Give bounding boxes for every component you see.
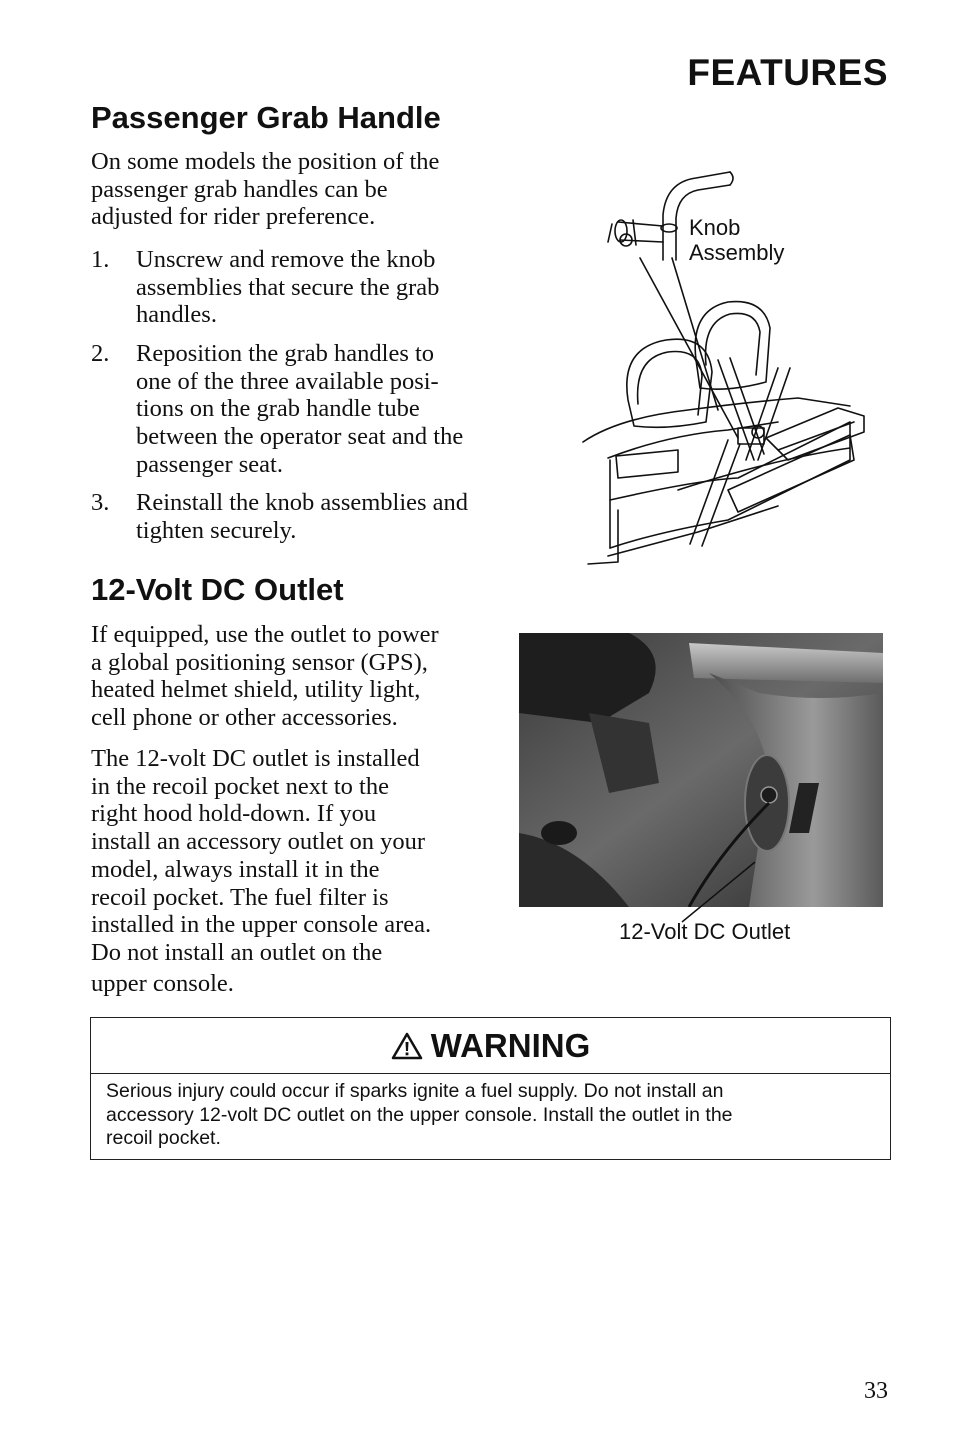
step-line: Reinstall the knob assemblies and — [136, 489, 469, 516]
dc-outlet-caption: 12-Volt DC Outlet — [619, 919, 791, 944]
warning-box — [90, 1017, 891, 1160]
step-1 — [91, 246, 521, 329]
para-line: The 12-volt DC outlet is installed — [91, 745, 420, 772]
warning-triangle-icon — [391, 1032, 423, 1060]
step-line: tions on the grab handle tube — [136, 395, 420, 423]
page-number: 33 — [864, 1378, 888, 1404]
para-line: Do not install an outlet on the — [91, 938, 383, 966]
step-3 — [91, 489, 521, 544]
dc-outlet-heading: 12-Volt DC Outlet — [91, 572, 344, 607]
para-line: right hood hold-down. If you — [91, 800, 377, 828]
para-line: a global positioning sensor (GPS), — [91, 648, 428, 676]
para-line: model, always install it in the — [91, 855, 380, 883]
step-2 — [91, 340, 521, 479]
intro-line: On some models the position of the — [91, 148, 440, 175]
step-number: 1. — [91, 246, 110, 273]
step-line: assemblies that secure the grab — [136, 273, 440, 301]
para-line: installed in the upper console area. — [91, 911, 432, 939]
para-line: If equipped, use the outlet to power — [91, 621, 439, 648]
step-line: Reposition the grab handles to — [136, 340, 435, 367]
step-line: one of the three available posi- — [136, 367, 439, 395]
dc-outlet-para-2 — [91, 745, 431, 997]
para-line: recoil pocket. The fuel filter is — [91, 883, 389, 911]
warning-text — [91, 1074, 890, 1151]
para-line: upper console. — [91, 969, 234, 997]
section-title: FEATURES — [687, 52, 888, 93]
para-line: cell phone or other accessories. — [91, 704, 398, 732]
step-line: between the operator seat and the — [136, 423, 464, 451]
callout-line: Knob — [689, 215, 741, 240]
callout-line: Assembly — [689, 240, 785, 265]
intro-line: passenger grab handles can be — [91, 175, 388, 203]
para-line: in the recoil pocket next to the — [91, 772, 389, 800]
warning-header — [91, 1018, 890, 1074]
grab-handle-intro — [91, 148, 439, 231]
caption-leader-line — [655, 860, 775, 940]
para-line: install an accessory outlet on your — [91, 828, 426, 856]
step-line: Unscrew and remove the knob — [136, 246, 436, 273]
step-number: 3. — [91, 489, 110, 516]
warning-line: accessory 12-volt DC outlet on the upper console. Install the outlet in the — [106, 1103, 733, 1126]
para-line: heated helmet shield, utility light, — [91, 676, 421, 704]
grab-handle-heading: Passenger Grab Handle — [91, 100, 441, 135]
step-line: tighten securely. — [136, 516, 297, 544]
warning-heading: WARNING — [430, 1026, 591, 1064]
step-line: passenger seat. — [136, 450, 283, 478]
step-line: handles. — [136, 301, 217, 329]
warning-line: Serious injury could occur if sparks ignite a fuel supply. Do not install an — [106, 1080, 724, 1102]
intro-line: adjusted for rider preference. — [91, 203, 376, 231]
dc-outlet-para-1 — [91, 621, 439, 732]
knob-assembly-callout — [689, 215, 784, 265]
warning-line: recoil pocket. — [106, 1127, 221, 1149]
step-number: 2. — [91, 340, 110, 367]
